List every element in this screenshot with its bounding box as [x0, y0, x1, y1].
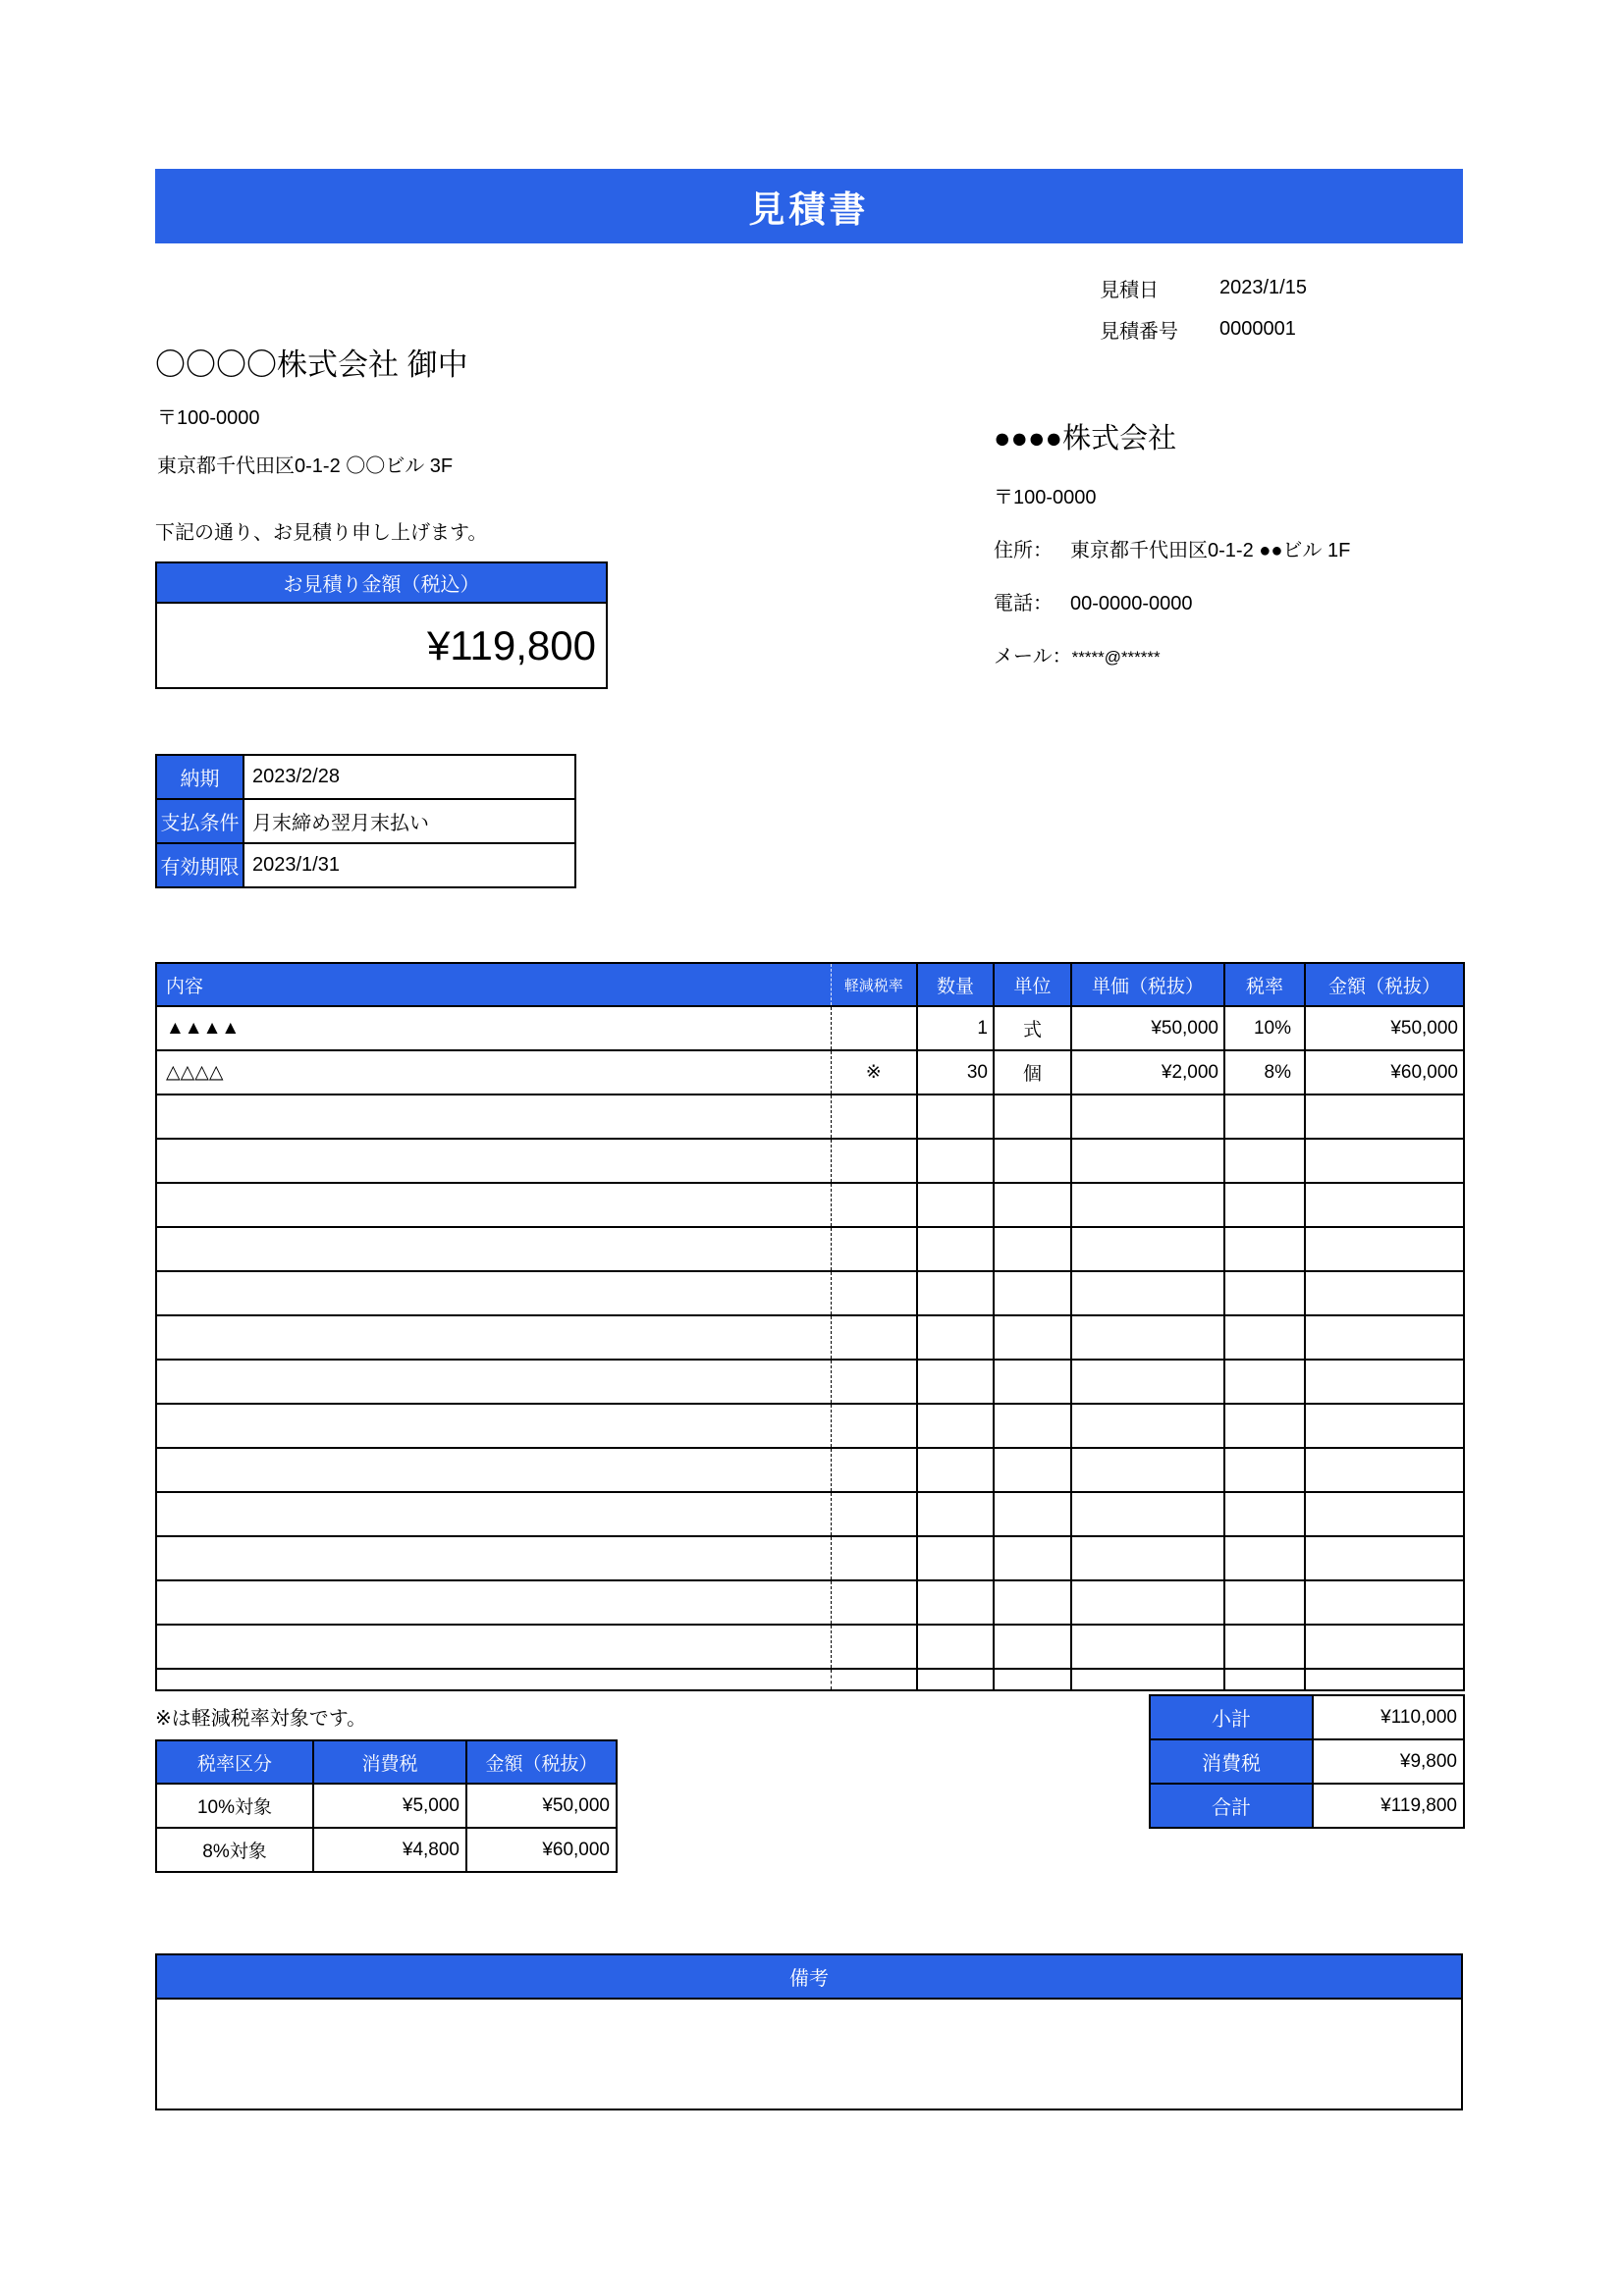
item-cell-unit: 個 — [994, 1050, 1071, 1095]
item-cell-tax-rate: 10% — [1224, 1006, 1305, 1050]
terms-row — [156, 799, 575, 843]
term-value: 2023/1/31 — [243, 843, 575, 887]
total-label: 消費税 — [1150, 1739, 1313, 1784]
total-label: 合計 — [1150, 1784, 1313, 1828]
tax-base-amount-cell: ¥60,000 — [466, 1828, 617, 1872]
item-cell-tax-rate — [1224, 1095, 1305, 1139]
estimate-date-value: 2023/1/15 — [1219, 276, 1307, 298]
item-cell-tax-rate — [1224, 1227, 1305, 1271]
document-title-bar — [155, 169, 1463, 243]
item-cell-reduced-tax — [831, 1271, 917, 1315]
tax-summary-header-amount: 金額（税抜） — [466, 1740, 617, 1784]
item-cell-description — [156, 1095, 831, 1139]
item-row — [156, 1050, 1464, 1095]
item-cell-unit — [994, 1669, 1071, 1690]
item-cell-reduced-tax — [831, 1227, 917, 1271]
term-value: 月末締め翌月末払い — [243, 799, 575, 843]
item-row-empty — [156, 1580, 1464, 1625]
seller-phone-label: 電話： — [994, 593, 1053, 614]
item-cell-quantity — [917, 1227, 994, 1271]
item-cell-amount — [1305, 1625, 1464, 1669]
item-cell-amount — [1305, 1315, 1464, 1360]
item-cell-reduced-tax — [831, 1580, 917, 1625]
seller-email-label: メール： — [994, 646, 1072, 667]
item-cell-reduced-tax — [831, 1625, 917, 1669]
item-cell-amount — [1305, 1183, 1464, 1227]
item-cell-quantity — [917, 1360, 994, 1404]
item-cell-unit-price: ¥50,000 — [1071, 1006, 1224, 1050]
term-label: 納期 — [156, 755, 243, 799]
tax-summary-header-row — [156, 1740, 617, 1784]
item-row-empty — [156, 1271, 1464, 1315]
items-header-tax-rate: 税率 — [1224, 963, 1305, 1006]
item-cell-amount: ¥50,000 — [1305, 1006, 1464, 1050]
item-cell-quantity — [917, 1625, 994, 1669]
seller-address-row — [994, 534, 1350, 562]
item-row-empty — [156, 1536, 1464, 1580]
items-header-quantity: 数量 — [917, 963, 994, 1006]
item-cell-unit — [994, 1227, 1071, 1271]
customer-block — [155, 340, 468, 478]
terms-table — [155, 754, 576, 888]
item-cell-amount — [1305, 1271, 1464, 1315]
item-cell-unit-price — [1071, 1227, 1224, 1271]
item-cell-reduced-tax — [831, 1139, 917, 1183]
terms-table-body — [156, 755, 575, 887]
estimate-date-label: 見積日 — [1100, 279, 1159, 301]
customer-name: 〇〇〇〇株式会社 御中 — [155, 347, 468, 382]
item-cell-unit-price — [1071, 1404, 1224, 1448]
item-cell-amount — [1305, 1404, 1464, 1448]
tax-summary-header-category: 税率区分 — [156, 1740, 313, 1784]
item-row-empty — [156, 1492, 1464, 1536]
item-cell-quantity — [917, 1536, 994, 1580]
item-cell-quantity — [917, 1580, 994, 1625]
item-cell-unit — [994, 1315, 1071, 1360]
total-value: ¥119,800 — [1313, 1784, 1464, 1828]
item-cell-unit — [994, 1536, 1071, 1580]
item-cell-reduced-tax — [831, 1492, 917, 1536]
item-cell-unit-price: ¥2,000 — [1071, 1050, 1224, 1095]
item-cell-tax-rate — [1224, 1360, 1305, 1404]
item-cell-amount — [1305, 1139, 1464, 1183]
item-cell-unit — [994, 1095, 1071, 1139]
item-cell-unit-price — [1071, 1315, 1224, 1360]
seller-name: ●●●●株式会社 — [994, 423, 1177, 454]
item-cell-unit-price — [1071, 1139, 1224, 1183]
item-cell-unit-price — [1071, 1448, 1224, 1492]
item-cell-tax-rate — [1224, 1271, 1305, 1315]
item-cell-description — [156, 1139, 831, 1183]
tax-summary-row — [156, 1784, 617, 1828]
item-cell-tax-rate — [1224, 1669, 1305, 1690]
item-cell-amount — [1305, 1448, 1464, 1492]
seller-phone-value: 00-0000-0000 — [1070, 593, 1193, 614]
item-cell-tax-rate — [1224, 1139, 1305, 1183]
item-cell-unit — [994, 1492, 1071, 1536]
item-cell-description — [156, 1448, 831, 1492]
item-cell-unit-price — [1071, 1580, 1224, 1625]
item-cell-quantity — [917, 1669, 994, 1690]
items-header-amount: 金額（税抜） — [1305, 963, 1464, 1006]
item-cell-reduced-tax — [831, 1315, 917, 1360]
item-cell-description — [156, 1669, 831, 1690]
item-cell-reduced-tax: ※ — [831, 1050, 917, 1095]
seller-address-label: 住所： — [994, 540, 1053, 561]
tax-summary-header-consumption-tax: 消費税 — [313, 1740, 466, 1784]
items-header-unit: 単位 — [994, 963, 1071, 1006]
item-row-empty — [156, 1448, 1464, 1492]
item-cell-description — [156, 1404, 831, 1448]
item-row-empty — [156, 1095, 1464, 1139]
item-cell-quantity: 30 — [917, 1050, 994, 1095]
item-cell-unit — [994, 1625, 1071, 1669]
item-cell-unit-price — [1071, 1271, 1224, 1315]
item-cell-unit-price — [1071, 1492, 1224, 1536]
tax-summary-body — [156, 1784, 617, 1872]
item-cell-quantity — [917, 1183, 994, 1227]
seller-postal-code: 〒100-0000 — [994, 487, 1097, 508]
remarks-header: 備考 — [157, 1955, 1461, 2000]
item-cell-quantity — [917, 1448, 994, 1492]
items-header-unit-price: 単価（税抜） — [1071, 963, 1224, 1006]
total-value: ¥9,800 — [1313, 1739, 1464, 1784]
document-title: 見積書 — [748, 189, 870, 230]
item-row-empty — [156, 1139, 1464, 1183]
item-row-empty — [156, 1404, 1464, 1448]
terms-row — [156, 843, 575, 887]
item-cell-quantity — [917, 1139, 994, 1183]
item-cell-amount — [1305, 1095, 1464, 1139]
item-cell-amount — [1305, 1580, 1464, 1625]
reduced-tax-note: ※は軽減税率対象です。 — [155, 1708, 367, 1730]
item-row-empty — [156, 1625, 1464, 1669]
item-cell-description — [156, 1492, 831, 1536]
item-cell-reduced-tax — [831, 1448, 917, 1492]
remarks-body — [157, 2000, 1461, 2109]
item-cell-quantity: 1 — [917, 1006, 994, 1050]
item-cell-tax-rate — [1224, 1492, 1305, 1536]
item-cell-unit — [994, 1448, 1071, 1492]
totals-row — [1150, 1739, 1464, 1784]
item-cell-description — [156, 1536, 831, 1580]
item-cell-amount — [1305, 1360, 1464, 1404]
item-cell-unit: 式 — [994, 1006, 1071, 1050]
item-row-empty — [156, 1227, 1464, 1271]
item-cell-tax-rate — [1224, 1580, 1305, 1625]
item-cell-quantity — [917, 1271, 994, 1315]
tax-base-amount-cell: ¥50,000 — [466, 1784, 617, 1828]
item-row — [156, 1006, 1464, 1050]
item-cell-description — [156, 1227, 831, 1271]
item-cell-reduced-tax — [831, 1006, 917, 1050]
item-cell-unit-price — [1071, 1095, 1224, 1139]
tax-summary-row — [156, 1828, 617, 1872]
item-cell-reduced-tax — [831, 1095, 917, 1139]
item-row-empty — [156, 1360, 1464, 1404]
item-cell-description — [156, 1625, 831, 1669]
tax-category-cell: 8%対象 — [156, 1828, 313, 1872]
item-cell-reduced-tax — [831, 1669, 917, 1690]
item-cell-description — [156, 1183, 831, 1227]
item-cell-unit — [994, 1271, 1071, 1315]
item-cell-unit — [994, 1360, 1071, 1404]
items-table-body — [156, 1006, 1464, 1690]
totals-table-body — [1150, 1695, 1464, 1828]
item-cell-description — [156, 1315, 831, 1360]
totals-table — [1149, 1694, 1465, 1829]
items-table — [155, 962, 1465, 1691]
term-label: 支払条件 — [156, 799, 243, 843]
item-cell-tax-rate — [1224, 1448, 1305, 1492]
item-cell-description: △△△△ — [156, 1050, 831, 1095]
item-cell-unit-price — [1071, 1536, 1224, 1580]
estimate-number-row — [1100, 308, 1307, 349]
total-value: ¥110,000 — [1313, 1695, 1464, 1739]
item-cell-tax-rate — [1224, 1404, 1305, 1448]
item-cell-tax-rate — [1224, 1625, 1305, 1669]
item-cell-quantity — [917, 1315, 994, 1360]
item-cell-unit-price — [1071, 1669, 1224, 1690]
total-amount-header: お見積り金額（税込） — [157, 563, 606, 604]
item-cell-tax-rate — [1224, 1183, 1305, 1227]
terms-row — [156, 755, 575, 799]
item-cell-reduced-tax — [831, 1536, 917, 1580]
item-cell-reduced-tax — [831, 1404, 917, 1448]
item-cell-amount — [1305, 1227, 1464, 1271]
total-amount-box — [155, 561, 608, 689]
item-row-short — [156, 1669, 1464, 1690]
greeting-text: 下記の通り、お見積り申し上げます。 — [155, 522, 488, 544]
estimate-number-label: 見積番号 — [1100, 320, 1178, 343]
item-cell-quantity — [917, 1492, 994, 1536]
seller-block — [994, 416, 1350, 693]
items-header-row — [156, 963, 1464, 1006]
item-cell-tax-rate — [1224, 1315, 1305, 1360]
item-row-empty — [156, 1183, 1464, 1227]
tax-amount-cell: ¥4,800 — [313, 1828, 466, 1872]
total-label: 小計 — [1150, 1695, 1313, 1739]
item-cell-description — [156, 1580, 831, 1625]
seller-email-value: *****@****** — [1071, 648, 1161, 667]
item-cell-reduced-tax — [831, 1360, 917, 1404]
items-header-description: 内容 — [156, 963, 831, 1006]
item-cell-unit-price — [1071, 1625, 1224, 1669]
item-row-empty — [156, 1315, 1464, 1360]
seller-email-row — [994, 640, 1350, 668]
item-cell-tax-rate — [1224, 1536, 1305, 1580]
totals-row — [1150, 1695, 1464, 1739]
estimate-date-row — [1100, 267, 1307, 308]
item-cell-amount: ¥60,000 — [1305, 1050, 1464, 1095]
tax-amount-cell: ¥5,000 — [313, 1784, 466, 1828]
item-cell-amount — [1305, 1669, 1464, 1690]
remarks-box — [155, 1953, 1463, 2110]
item-cell-description: ▲▲▲▲ — [156, 1006, 831, 1050]
item-cell-quantity — [917, 1095, 994, 1139]
item-cell-unit — [994, 1183, 1071, 1227]
item-cell-unit — [994, 1580, 1071, 1625]
totals-row — [1150, 1784, 1464, 1828]
customer-postal-code: 〒100-0000 — [157, 407, 260, 429]
customer-address: 東京都千代田区0-1-2 〇〇ビル 3F — [157, 455, 454, 477]
term-label: 有効期限 — [156, 843, 243, 887]
seller-address-value: 東京都千代田区0-1-2 ●●ビル 1F — [1070, 540, 1351, 561]
estimate-meta — [1100, 267, 1307, 349]
total-amount-value: ¥119,800 — [157, 604, 606, 687]
seller-phone-row — [994, 587, 1350, 615]
tax-summary-table — [155, 1739, 618, 1873]
item-cell-unit — [994, 1404, 1071, 1448]
item-cell-quantity — [917, 1404, 994, 1448]
tax-category-cell: 10%対象 — [156, 1784, 313, 1828]
items-header-reduced-tax: 軽減税率 — [831, 963, 917, 1006]
item-cell-reduced-tax — [831, 1183, 917, 1227]
estimate-number-value: 0000001 — [1219, 317, 1296, 340]
item-cell-description — [156, 1360, 831, 1404]
item-cell-amount — [1305, 1492, 1464, 1536]
item-cell-unit — [994, 1139, 1071, 1183]
term-value: 2023/2/28 — [243, 755, 575, 799]
item-cell-tax-rate: 8% — [1224, 1050, 1305, 1095]
item-cell-amount — [1305, 1536, 1464, 1580]
item-cell-unit-price — [1071, 1183, 1224, 1227]
item-cell-unit-price — [1071, 1360, 1224, 1404]
item-cell-description — [156, 1271, 831, 1315]
